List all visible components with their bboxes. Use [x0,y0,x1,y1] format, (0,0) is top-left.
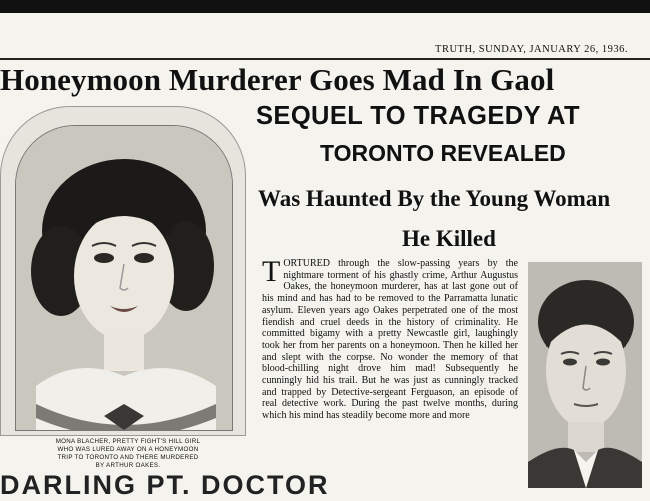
suspect-photo-man [528,262,642,488]
suspect-photo [528,262,642,488]
main-headline: Honeymoon Murderer Goes Mad In Gaol [0,62,555,97]
portrait-frame [0,106,246,436]
caption-line-4: BY ARTHUR OAKES. [95,462,161,469]
deck-line-1: Was Haunted By the Young Woman [258,186,611,211]
article-body [262,255,518,422]
dateline: TRUTH, SUNDAY, JANUARY 26, 1936. [435,44,628,55]
top-border [0,0,650,13]
deck-line-2: He Killed [402,226,496,251]
portrait-photo [15,125,233,431]
portrait-caption [28,438,228,470]
subheadline-line-1: SEQUEL TO TRAGEDY AT [256,102,580,130]
caption-line-3: TRIP TO TORONTO AND THERE MURDERED [57,454,199,461]
caption-line-2: WHO WAS LURED AWAY ON A HONEYMOON [57,446,199,453]
bottom-headline-partial: DARLING PT. DOCTOR [0,470,330,500]
subheadline-line-2: TORONTO REVEALED [320,140,566,166]
portrait-photo-woman [16,126,233,431]
article-text: ORTURED through the slow-passing years by the nightmare torment of his ghastly crime, Arthur Augustus Oakes, the honeymoon murderer, has at last gone out of his mind and has had to be removed to the Parramatta lunatic asylum. Eleven years ago Oakes perpetrated one of the most fiendish and cruel deeds in the history of criminality. He committed bigamy with a pretty Newcastle girl, laughingly took her from her parents on a honeymoon. Then he killed her and slept with the corpse. No wonder the memory of that blood-chilling night drove him mad! Subsequently he cunningly hid his trail. But he was just as cunningly tracked and trapped by Detective-sergeant Ferguason, an episode of real detective work. During the past twelve months, during which his mind has steadily become more and more [262,258,518,422]
article-dropcap: T [262,255,281,288]
caption-line-1: MONA BLACHER, PRETTY FIGHT'S HILL GIRL [55,438,201,445]
